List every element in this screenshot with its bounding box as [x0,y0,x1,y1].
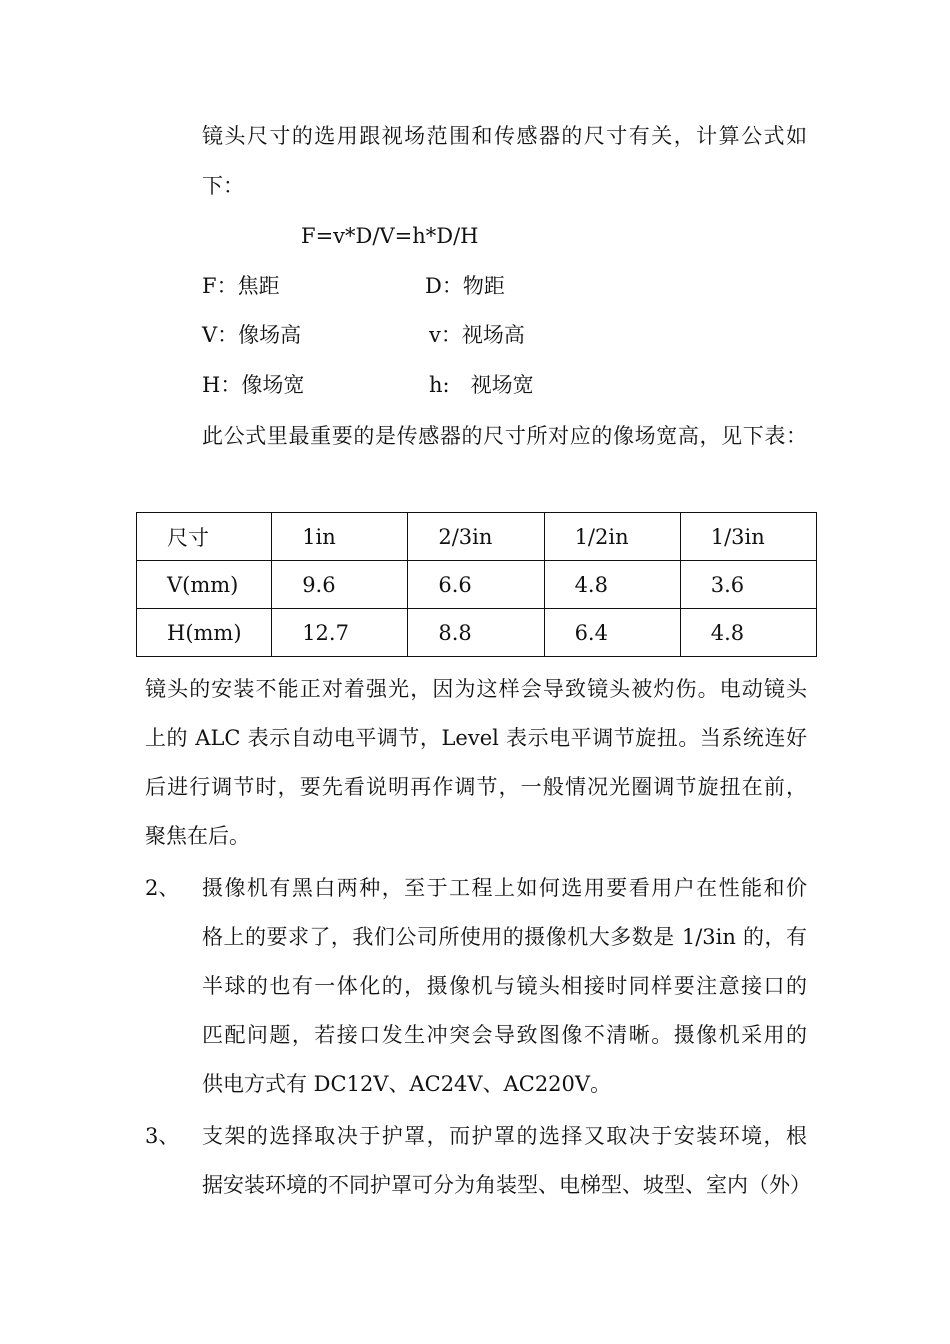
table-cell: 4.8 [680,609,816,657]
table-cell: 4.8 [544,561,680,609]
item2-line-4: 匹配问题，若接口发生冲突会导致图像不清晰。摄像机采用的 [202,1023,807,1047]
def-f: F：焦距 [202,274,280,298]
def-v: v：视场高 [429,323,525,347]
table-cell: 6.4 [544,609,680,657]
item2-line-1: 摄像机有黑白两种，至于工程上如何选用要看用户在性能和价 [202,876,807,900]
table-cell: 1/2in [544,513,680,561]
table-cell: 12.7 [272,609,408,657]
intro-line-1: 镜头尺寸的选用跟视场范围和传感器的尺寸有关，计算公式如 [202,124,807,148]
table-cell: 8.8 [408,609,544,657]
para1-line-3: 后进行调节时，要先看说明再作调节，一般情况光圈调节旋扭在前， [145,775,807,799]
para1-line-2: 上的 ALC 表示自动电平调节，Level 表示电平调节旋扭。当系统连好 [145,726,807,750]
sensor-size-table [136,512,817,657]
para1-line-4: 聚焦在后。 [145,824,250,848]
table-cell: 3.6 [680,561,816,609]
table-cell: 1/3in [680,513,816,561]
item3-line-1: 支架的选择取决于护罩，而护罩的选择又取决于安装环境，根 [202,1124,807,1148]
item3-number: 3、 [145,1124,180,1148]
table-row [137,609,817,657]
item2-number: 2、 [145,876,180,900]
item2-line-5: 供电方式有 DC12V、AC24V、AC220V。 [202,1072,612,1096]
para1-line-1: 镜头的安装不能正对着强光，因为这样会导致镜头被灼伤。电动镜头 [145,677,807,701]
table-row [137,561,817,609]
item2-line-3: 半球的也有一体化的，摄像机与镜头相接时同样要注意接口的 [202,974,807,998]
formula: F=v*D/V=h*D/H [301,224,479,248]
def-V: V：像场高 [202,323,302,347]
table-cell: 尺寸 [137,513,272,561]
def-d: D：物距 [425,274,505,298]
table-intro: 此公式里最重要的是传感器的尺寸所对应的像场宽高，见下表： [202,424,807,448]
table-cell: 1in [272,513,408,561]
item2-line-2: 格上的要求了，我们公司所使用的摄像机大多数是 1/3in 的，有 [202,925,807,949]
table-cell: 6.6 [408,561,544,609]
table-cell: H(mm) [137,609,272,657]
intro-line-2: 下： [202,174,244,198]
def-H: H：像场宽 [202,373,305,397]
table-cell: 9.6 [272,561,408,609]
table-cell: 2/3in [408,513,544,561]
item3-line-2: 据安装环境的不同护罩可分为角装型、电梯型、坡型、室内（外） [202,1173,811,1197]
table-header-row [137,513,817,561]
table-cell: V(mm) [137,561,272,609]
def-h: h: 视场宽 [429,373,534,397]
